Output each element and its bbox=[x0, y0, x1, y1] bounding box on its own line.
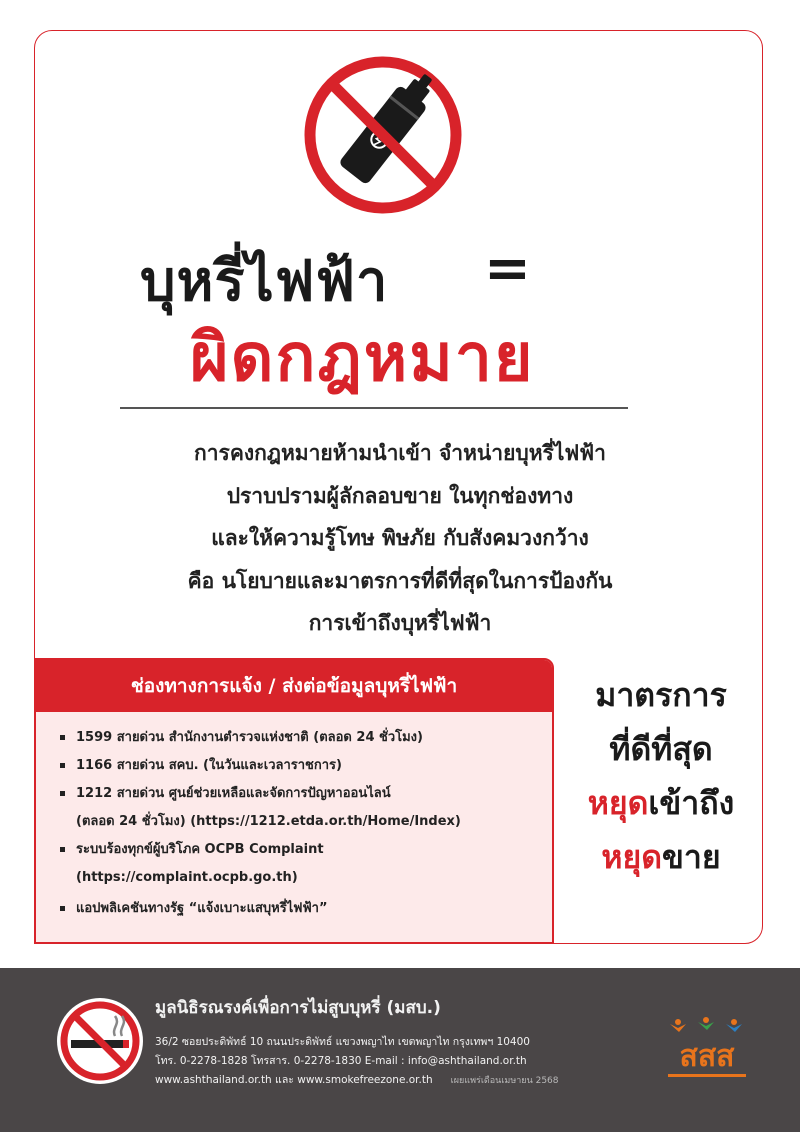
channel-text: 1212 สายด่วน ศูนย์ช่วยเหลือและจัดการปัญหาออนไลน์ bbox=[76, 786, 391, 801]
no-smoking-icon bbox=[55, 996, 145, 1086]
footer-contact bbox=[155, 994, 625, 1091]
org-name: มูลนิธิรณรงค์เพื่อการไม่สูบบุหรี่ (มสบ.) bbox=[155, 998, 441, 1018]
measure-word: ขาย bbox=[662, 838, 721, 876]
bullet-icon bbox=[60, 906, 65, 911]
org-websites: www.ashthailand.or.th และ www.smokefreezone.or.th bbox=[155, 1074, 433, 1086]
headline-equals: = bbox=[484, 236, 531, 301]
bullet-icon bbox=[60, 791, 65, 796]
org-address: 36/2 ซอยประดิพัทธ์ 10 ถนนประดิพัทธ์ แขวงพญาไท เขตพญาไท กรุงเทพฯ 10400 bbox=[155, 1036, 530, 1048]
channel-text-cont: (ตลอด 24 ชั่วโมง) (https://1212.etda.or.th/Home/Index) bbox=[76, 814, 461, 829]
stop-word: หยุด bbox=[587, 784, 649, 822]
best-measure-callout bbox=[556, 668, 766, 884]
list-item bbox=[76, 780, 538, 836]
headline-e-cigarette: บุหรี่ไฟฟ้า bbox=[140, 249, 389, 314]
channel-text: แอปพลิเคชันทางรัฐ “แจ้งเบาะแสบุหรี่ไฟฟ้า” bbox=[76, 901, 328, 916]
channel-text: ระบบร้องทุกข์ผู้บริโภค OCPB Complaint bbox=[76, 842, 324, 857]
measure-line: มาตรการ bbox=[595, 676, 727, 714]
policy-line: การเข้าถึงบุหรี่ไฟฟ้า bbox=[308, 611, 492, 635]
partner-logo-text: สสส bbox=[679, 1040, 735, 1073]
reporting-channels-box bbox=[34, 658, 554, 944]
divider bbox=[120, 407, 628, 409]
list-item bbox=[76, 752, 538, 780]
channel-text-cont: (https://complaint.ocpb.go.th) bbox=[76, 870, 298, 885]
list-item bbox=[76, 724, 538, 752]
bullet-icon bbox=[60, 735, 65, 740]
bullet-icon bbox=[60, 847, 65, 852]
channel-text: 1166 สายด่วน สคบ. (ในวันและเวลาราชการ) bbox=[76, 758, 342, 773]
no-e-cigarette-icon bbox=[303, 55, 463, 215]
reporting-channels-list bbox=[36, 712, 552, 923]
channel-text: 1599 สายด่วน สำนักงานตำรวจแห่งชาติ (ตลอด 24 ชั่วโมง) bbox=[76, 730, 423, 745]
policy-statement bbox=[80, 432, 720, 645]
measure-line: ที่ดีที่สุด bbox=[609, 730, 713, 768]
policy-line: คือ นโยบายและมาตรการที่ดีที่สุดในการป้องกัน bbox=[187, 568, 613, 593]
publish-date: เผยแพร่เดือนเมษายน 2568 bbox=[450, 1076, 559, 1086]
policy-line: การคงกฎหมายห้ามนำเข้า จำหน่ายบุหรี่ไฟฟ้า bbox=[194, 441, 606, 465]
list-item bbox=[76, 836, 538, 892]
measure-line bbox=[556, 830, 766, 884]
measure-word: เข้าถึง bbox=[648, 784, 735, 822]
policy-line: ปราบปรามผู้ลักลอบขาย ในทุกช่องทาง bbox=[226, 483, 574, 508]
policy-line: และให้ความรู้โทษ พิษภัย กับสังคมวงกว้าง bbox=[211, 526, 589, 550]
stop-word: หยุด bbox=[601, 838, 663, 876]
reporting-channels-title: ช่องทางการแจ้ง / ส่งต่อข้อมูลบุหรี่ไฟฟ้า bbox=[36, 660, 552, 712]
bullet-icon bbox=[60, 763, 65, 768]
thaihealth-logo bbox=[662, 1014, 752, 1084]
org-websites-row bbox=[155, 1071, 625, 1091]
list-item bbox=[76, 895, 538, 923]
measure-line bbox=[556, 776, 766, 830]
org-contact: โทร. 0-2278-1828 โทรสาร. 0-2278-1830 E-mail : info@ashthailand.or.th bbox=[155, 1055, 527, 1067]
headline-illegal: ผิดกฎหมาย bbox=[190, 319, 535, 396]
